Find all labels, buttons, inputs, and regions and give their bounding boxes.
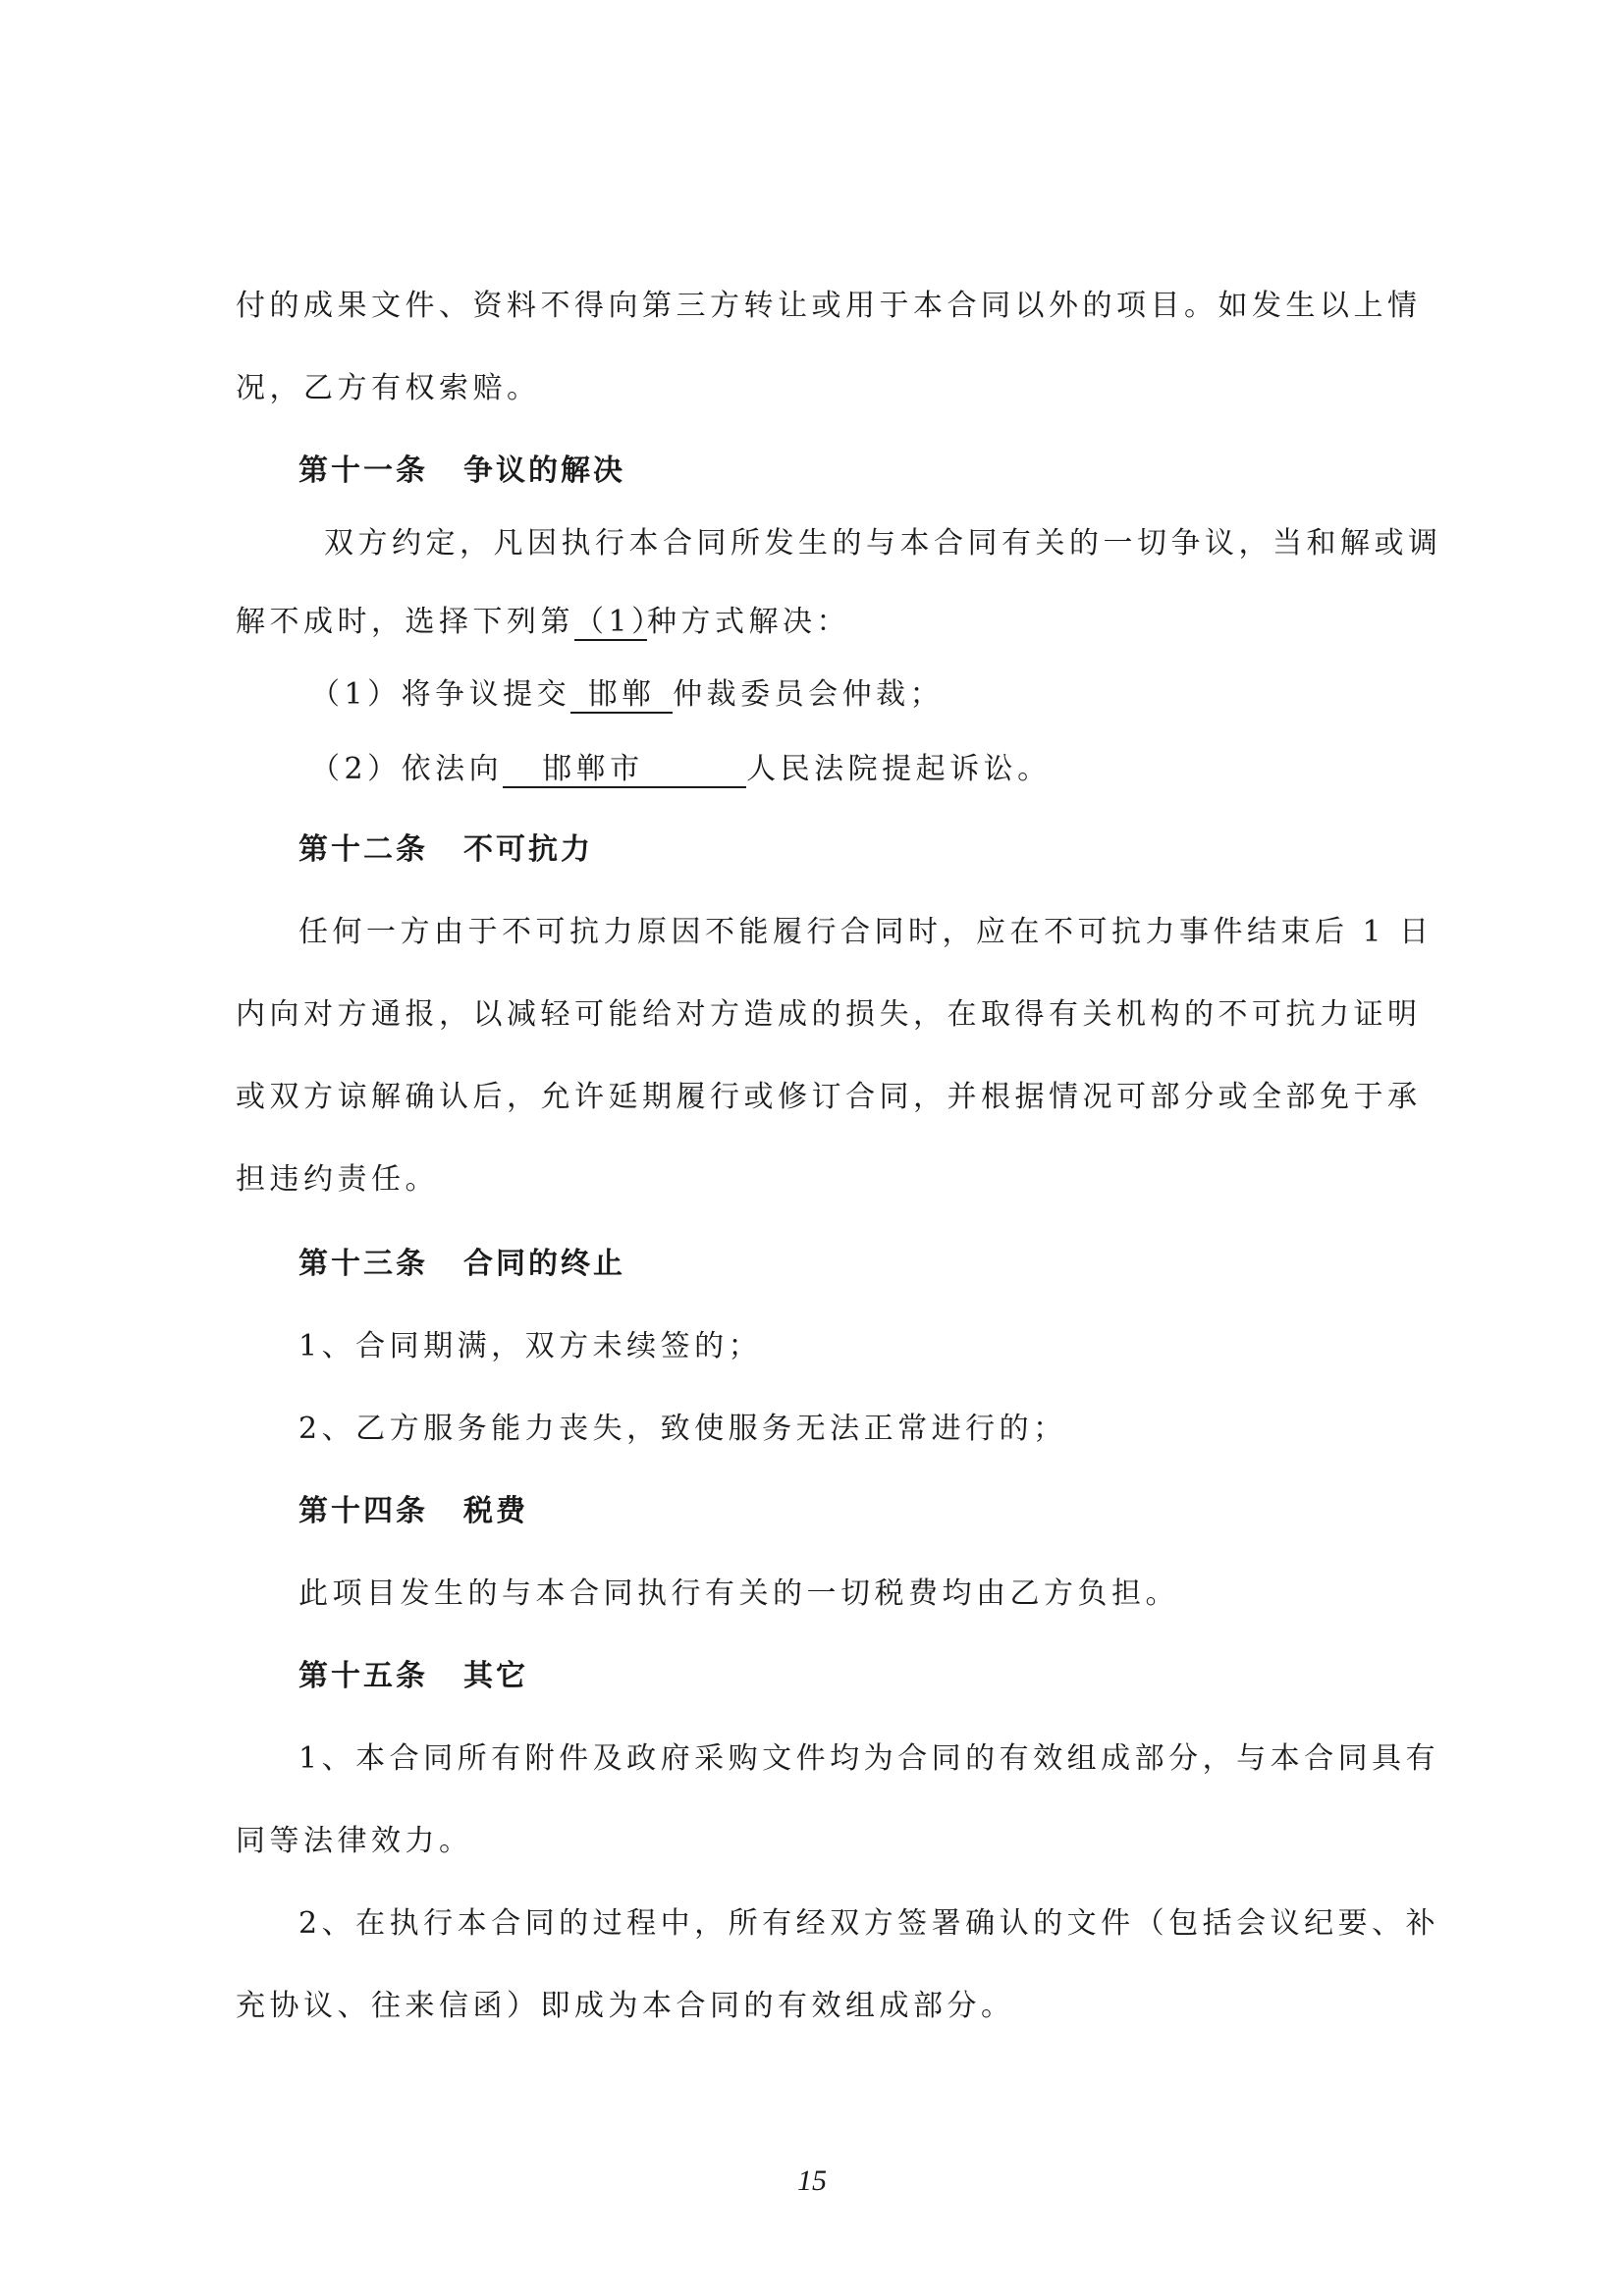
article-13-heading bbox=[298, 1245, 625, 1284]
article-title: 不可抗力 bbox=[463, 832, 593, 867]
paragraph-line: 担违约责任。 bbox=[236, 1162, 439, 1197]
list-item: 1、本合同所有附件及政府采购文件均为合同的有效组成部分，与本合同具有 bbox=[298, 1741, 1440, 1776]
paragraph-line: 充协议、往来信函）即成为本合同的有效组成部分。 bbox=[236, 1989, 1015, 2023]
paragraph-line: 付的成果文件、资料不得向第三方转让或用于本合同以外的项目。如发生以上情 bbox=[236, 289, 1422, 323]
list-item: 1、合同期满，双方未续签的； bbox=[298, 1329, 763, 1363]
text-segment: （2）依法向 bbox=[310, 752, 504, 786]
filled-blank: 邯郸 bbox=[570, 678, 673, 714]
article-title: 税费 bbox=[463, 1494, 528, 1528]
paragraph-line bbox=[236, 603, 850, 642]
text-segment: 种方式解决： bbox=[647, 605, 850, 639]
paragraph-line: 同等法律效力。 bbox=[236, 1824, 473, 1858]
list-item: 2、乙方服务能力丧失，致使服务无法正常进行的； bbox=[298, 1412, 1067, 1446]
text-segment: 仲裁委员会仲裁； bbox=[673, 677, 945, 712]
filled-blank: 邯郸市 bbox=[503, 753, 746, 788]
article-14-heading bbox=[298, 1492, 528, 1531]
page-number: 15 bbox=[797, 2164, 827, 2197]
text-segment: 解不成时，选择下列第 bbox=[236, 605, 574, 639]
article-number: 第十二条 bbox=[298, 832, 428, 867]
paragraph-line: 任何一方由于不可抗力原因不能履行合同时，应在不可抗力事件结束后 1 日 bbox=[298, 915, 1434, 949]
article-title: 合同的终止 bbox=[463, 1247, 625, 1281]
article-title: 争议的解决 bbox=[463, 454, 625, 488]
paragraph-line: 此项目发生的与本合同执行有关的一切税费均由乙方负担。 bbox=[298, 1576, 1179, 1611]
paragraph-line: 内向对方通报，以减轻可能给对方造成的损失，在取得有关机构的不可抗力证明 bbox=[236, 997, 1422, 1032]
text-segment: （1）将争议提交 bbox=[310, 677, 571, 712]
paragraph-line: 或双方谅解确认后，允许延期履行或修订合同，并根据情况可部分或全部免于承 bbox=[236, 1080, 1422, 1114]
paragraph-line: 双方约定，凡因执行本合同所发生的与本合同有关的一切争议，当和解或调 bbox=[324, 526, 1442, 561]
text-segment: 人民法院提起诉讼。 bbox=[746, 752, 1052, 786]
article-number: 第十四条 bbox=[298, 1494, 428, 1528]
article-number: 第十一条 bbox=[298, 454, 428, 488]
article-12-heading bbox=[298, 830, 593, 870]
option-line bbox=[310, 750, 1052, 789]
article-11-heading bbox=[298, 452, 625, 491]
article-number: 第十五条 bbox=[298, 1659, 428, 1693]
paragraph-line: 况，乙方有权索赔。 bbox=[236, 371, 541, 405]
article-title: 其它 bbox=[463, 1659, 528, 1693]
filled-blank: （1） bbox=[574, 605, 666, 639]
article-15-heading bbox=[298, 1657, 528, 1696]
option-line bbox=[310, 675, 944, 715]
article-number: 第十三条 bbox=[298, 1247, 428, 1281]
list-item: 2、在执行本合同的过程中，所有经双方签署确认的文件（包括会议纪要、补 bbox=[298, 1906, 1440, 1941]
